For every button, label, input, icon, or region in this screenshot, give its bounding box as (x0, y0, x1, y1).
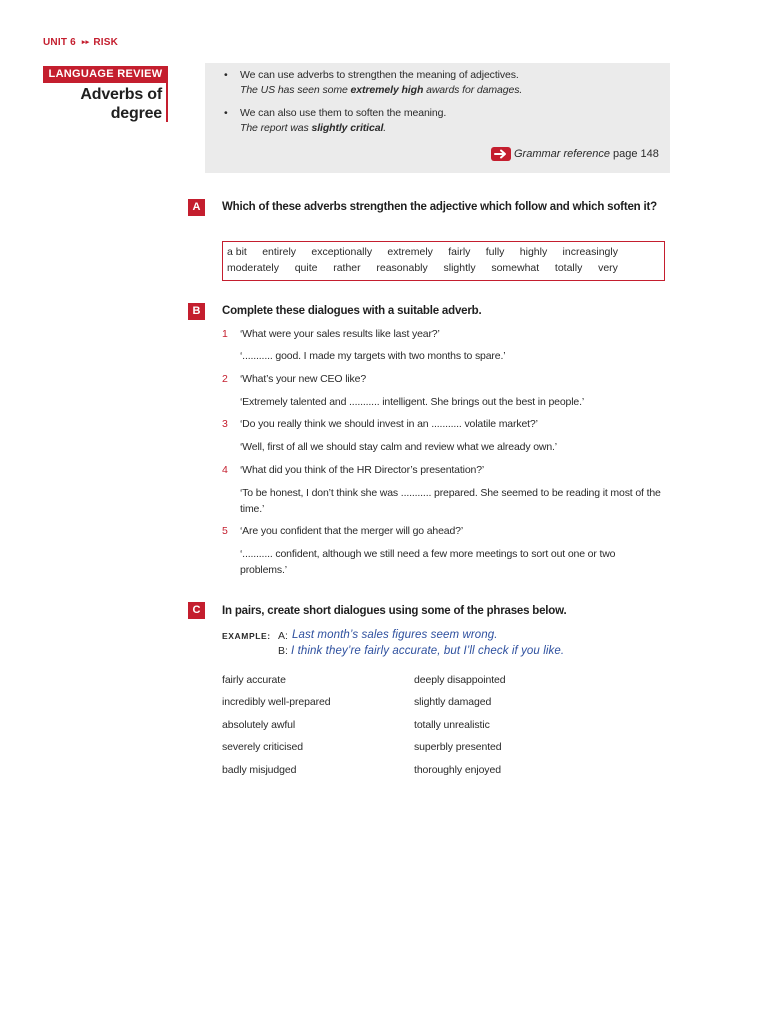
adverb-word: rather (333, 262, 361, 274)
adverb-row-1 (227, 244, 618, 260)
dialogue-answer: ‘........... good. I made my targets with two months to spare.’ (240, 350, 506, 362)
phrase-item: superbly presented (414, 741, 502, 753)
adverb-word-box (222, 241, 665, 281)
example-label: EXAMPLE: (222, 631, 271, 641)
section-b-instruction: Complete these dialogues with a suitable adverb. (222, 305, 482, 317)
grammar-reference-label: Grammar reference (514, 148, 610, 160)
adverb-word: fairly (448, 246, 471, 258)
example-text (240, 121, 386, 136)
adverb-word: quite (294, 262, 318, 274)
adverb-word: somewhat (491, 262, 540, 274)
dialogue-answer: ‘........... confident, although we still need a few more meetings to sort out one or two problems.’ (240, 548, 616, 576)
rule-text: We can also use them to soften the meaning. (240, 106, 447, 119)
bullet-marker: • (224, 106, 228, 119)
example-before: The US has seen some (240, 83, 351, 96)
dialogue-question: ‘Are you confident that the merger will go ahead?’ (240, 525, 464, 537)
unit-number: UNIT 6 (43, 37, 76, 48)
handwritten-line-a: Last month’s sales figures seem wrong. (292, 629, 498, 641)
example-bold: extremely high (350, 83, 424, 96)
grammar-box (205, 63, 670, 173)
section-a-instruction: Which of these adverbs strengthen the adjective which follow and which soften it? (222, 201, 657, 213)
language-review-rule (166, 83, 168, 122)
language-review-title (43, 85, 162, 123)
dialogue-answer: ‘Well, first of all we should stay calm and review what we already own.’ (240, 441, 557, 453)
adverb-word: a bit (227, 246, 247, 258)
unit-header (43, 37, 118, 49)
dialogue-number: 5 (222, 525, 228, 537)
example-after: . (383, 121, 387, 134)
grammar-reference (514, 147, 659, 161)
adverb-word: entirely (262, 246, 297, 258)
adverb-word: fully (485, 246, 505, 258)
example-bold: slightly critical (311, 121, 384, 134)
adverb-word: totally (554, 262, 583, 274)
dialogue-number: 1 (222, 328, 228, 340)
adverb-word: increasingly (562, 246, 618, 258)
arrow-right-icon (491, 147, 511, 161)
example-after: awards for damages. (423, 83, 523, 96)
section-b-label: B (188, 303, 205, 320)
grammar-reference-page: page 148 (612, 148, 659, 160)
speaker-b: B: (278, 645, 288, 657)
phrase-item: deeply disappointed (414, 674, 506, 686)
adverb-row-2 (227, 260, 618, 276)
phrase-item: incredibly well-prepared (222, 696, 331, 708)
dialogue-answer: ‘Extremely talented and ........... intelligent. She brings out the best in people.’ (240, 396, 585, 408)
bullet-marker: • (224, 68, 228, 81)
adverb-word: extremely (387, 246, 433, 258)
phrase-item: absolutely awful (222, 719, 296, 731)
adverb-word: exceptionally (311, 246, 373, 258)
phrase-item: totally unrealistic (414, 719, 490, 731)
handwritten-line-b: I think they’re fairly accurate, but I’ll check if you like. (291, 645, 565, 657)
adverb-word: slightly (443, 262, 476, 274)
title-line-2: degree (110, 105, 162, 122)
adverb-word: reasonably (376, 262, 428, 274)
adverb-word: highly (519, 246, 548, 258)
section-a-label: A (188, 199, 205, 216)
unit-topic: RISK (93, 37, 119, 48)
phrase-item: fairly accurate (222, 674, 286, 686)
dialogue-question: ‘What were your sales results like last year?’ (240, 328, 440, 340)
adverb-word: moderately (227, 262, 279, 274)
dialogue-number: 4 (222, 464, 228, 476)
phrase-item: badly misjudged (222, 764, 297, 776)
dialogue-question: ‘What’s your new CEO like? (240, 373, 367, 385)
section-c-instruction: In pairs, create short dialogues using some of the phrases below. (222, 605, 567, 617)
example-text (240, 83, 522, 98)
example-before: The report was (240, 121, 312, 134)
dialogue-number: 3 (222, 418, 228, 430)
speaker-a: A: (278, 630, 288, 642)
section-c-label: C (188, 602, 205, 619)
phrase-item: thoroughly enjoyed (414, 764, 501, 776)
double-arrow-icon: ▸▸ (81, 39, 90, 46)
dialogue-question: ‘Do you really think we should invest in an ........... volatile market?’ (240, 418, 538, 430)
dialogue-answer: ‘To be honest, I don’t think she was ........... prepared. She seemed to be reading it most of the time.’ (240, 487, 661, 515)
title-line-1: Adverbs of (80, 86, 162, 103)
dialogue-question: ‘What did you think of the HR Director’s presentation?’ (240, 464, 485, 476)
phrase-item: severely criticised (222, 741, 303, 753)
language-review-banner: LANGUAGE REVIEW (43, 66, 168, 83)
phrase-item: slightly damaged (414, 696, 492, 708)
dialogue-number: 2 (222, 373, 228, 385)
rule-text: We can use adverbs to strengthen the meaning of adjectives. (240, 68, 519, 81)
adverb-word: very (598, 262, 618, 274)
